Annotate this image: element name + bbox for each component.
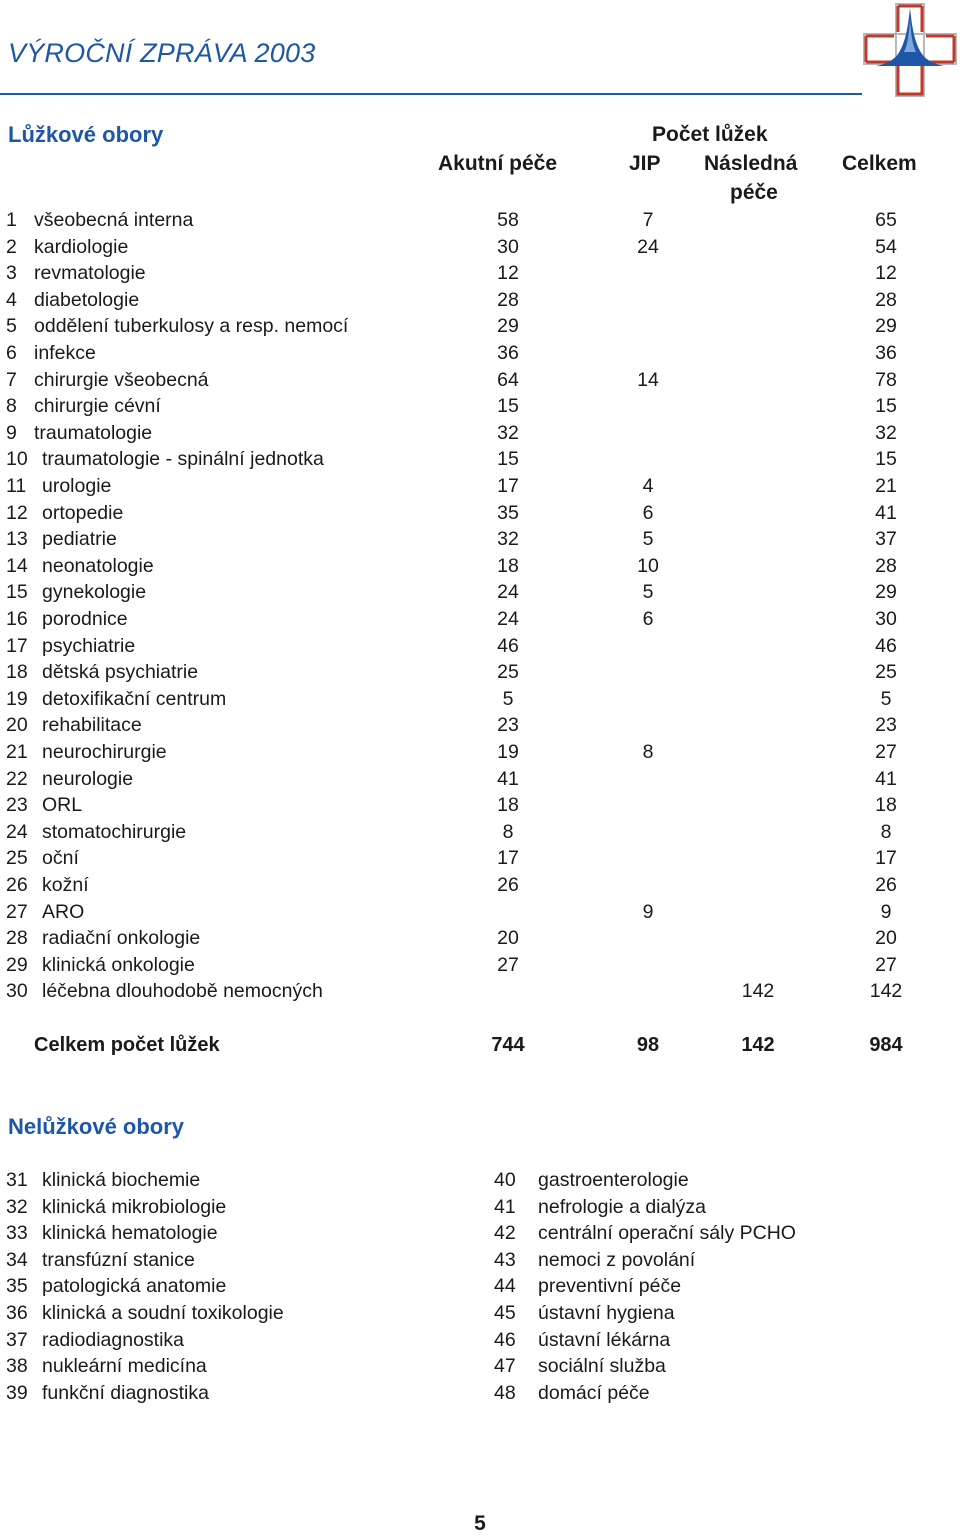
item-name: radiodiagnostika	[42, 1328, 185, 1351]
total-beds: 28	[875, 554, 897, 577]
list-item	[0, 1196, 960, 1223]
total-beds: 18	[875, 794, 897, 817]
acute-beds: 18	[497, 794, 519, 817]
acute-beds: 8	[502, 820, 514, 843]
row-number: 19	[6, 687, 28, 710]
row-number: 22	[6, 767, 28, 790]
item-number: 38	[6, 1355, 28, 1378]
list-item	[0, 1329, 960, 1356]
jip-beds: 10	[637, 554, 659, 577]
row-number: 15	[6, 581, 28, 604]
total-beds: 29	[875, 581, 897, 604]
ward-name: pediatrie	[42, 528, 117, 551]
jip-beds: 4	[642, 475, 654, 497]
table-row	[0, 821, 960, 848]
list-item	[0, 1169, 960, 1196]
item-name: nefrologie a dialýza	[538, 1195, 707, 1218]
item-name: klinická a soudní toxikologie	[42, 1302, 284, 1324]
row-number: 11	[6, 475, 27, 497]
total-beds: 25	[875, 661, 897, 684]
total-jip: 98	[636, 1034, 660, 1056]
item-name: centrální operační sály PCHO	[538, 1222, 796, 1245]
row-number: 28	[6, 927, 28, 950]
ward-name: revmatologie	[34, 262, 146, 285]
ward-name: ortopedie	[42, 501, 124, 524]
table-row	[0, 901, 960, 928]
row-number: 12	[6, 501, 28, 524]
item-number: 42	[494, 1222, 516, 1245]
table-row	[0, 369, 960, 396]
ward-name: všeobecná interna	[34, 209, 194, 231]
table-row	[0, 502, 960, 529]
item-name: funkční diagnostika	[42, 1381, 209, 1404]
table-row	[0, 448, 960, 475]
header-acute-care: Akutní péče	[438, 152, 558, 175]
ward-name: traumatologie	[34, 421, 153, 444]
item-number: 43	[494, 1248, 516, 1271]
nonbed-section-title: Nelůžkové obory	[8, 1114, 185, 1139]
ward-name: radiační onkologie	[42, 927, 201, 950]
table-row	[0, 315, 960, 342]
item-name: gastroenterologie	[538, 1169, 689, 1191]
table-row	[0, 794, 960, 821]
item-number: 35	[6, 1275, 28, 1298]
total-beds: 29	[875, 315, 897, 338]
acute-beds: 28	[497, 288, 519, 311]
acute-beds: 25	[497, 661, 519, 684]
item-number: 39	[6, 1381, 28, 1404]
ward-name: gynekologie	[42, 581, 147, 604]
row-number: 18	[6, 661, 28, 684]
row-number: 2	[6, 235, 17, 258]
total-all: 984	[869, 1034, 903, 1056]
table-row	[0, 236, 960, 263]
item-name: sociální služba	[538, 1355, 666, 1378]
item-number: 33	[6, 1222, 28, 1245]
acute-beds: 20	[497, 927, 519, 950]
table-row	[0, 555, 960, 582]
item-number: 36	[6, 1302, 28, 1324]
header-follow-up-care-line2: péče	[730, 181, 778, 204]
ward-name: traumatologie - spinální jednotka	[42, 448, 324, 471]
ward-name: kožní	[42, 874, 89, 896]
table-row	[0, 608, 960, 635]
row-number: 21	[6, 741, 28, 763]
table-row	[0, 661, 960, 688]
item-name: domácí péče	[538, 1381, 650, 1404]
page-number	[0, 1512, 960, 1536]
total-beds: 54	[875, 235, 897, 258]
total-beds: 20	[875, 927, 897, 950]
total-label: Celkem počet lůžek	[34, 1034, 220, 1056]
jip-beds: 6	[642, 608, 654, 630]
ward-name: porodnice	[42, 608, 128, 630]
item-number: 45	[494, 1302, 516, 1324]
item-name: patologická anatomie	[42, 1275, 227, 1298]
total-beds: 5	[880, 687, 892, 710]
acute-beds: 46	[497, 634, 519, 657]
jip-beds: 9	[642, 900, 654, 923]
row-number: 14	[6, 554, 28, 577]
total-beds: 27	[875, 953, 897, 976]
row-number: 24	[6, 820, 28, 843]
ward-name: neonatologie	[42, 554, 154, 577]
jip-beds: 24	[637, 235, 659, 258]
follow-up-beds: 142	[741, 980, 775, 1003]
total-beds: 65	[875, 209, 897, 231]
table-row	[0, 581, 960, 608]
total-beds: 32	[875, 421, 897, 444]
list-item	[0, 1222, 960, 1249]
ward-name: stomatochirurgie	[42, 820, 187, 843]
acute-beds: 5	[502, 687, 514, 710]
total-beds: 78	[875, 368, 897, 391]
item-name: ústavní lékárna	[538, 1328, 671, 1351]
header-jip: JIP	[629, 152, 661, 175]
hospital-cross-logo-icon	[862, 2, 958, 98]
row-number: 26	[6, 874, 28, 896]
acute-beds: 24	[497, 581, 519, 604]
row-number: 7	[6, 368, 17, 391]
table-row	[0, 688, 960, 715]
total-beds: 15	[875, 448, 897, 471]
acute-beds: 32	[497, 421, 519, 444]
item-name: klinická biochemie	[42, 1169, 201, 1191]
row-number: 10	[6, 448, 28, 471]
ward-name: léčebna dlouhodobě nemocných	[42, 980, 323, 1003]
total-beds: 15	[875, 395, 897, 418]
jip-beds: 7	[642, 209, 654, 231]
ward-name: oddělení tuberkulosy a resp. nemocí	[34, 315, 349, 338]
ward-name: chirurgie cévní	[34, 395, 161, 418]
table-row	[0, 342, 960, 369]
acute-beds: 15	[497, 395, 519, 418]
row-number: 1	[6, 209, 17, 231]
total-beds: 17	[875, 847, 897, 870]
total-beds: 46	[875, 634, 897, 657]
acute-beds: 12	[497, 262, 519, 285]
total-beds: 41	[875, 501, 897, 524]
list-item	[0, 1302, 960, 1329]
total-beds: 9	[880, 900, 892, 923]
list-item	[0, 1275, 960, 1302]
acute-beds: 17	[497, 847, 519, 870]
row-number: 30	[6, 980, 28, 1003]
header-bed-count: Počet lůžek	[652, 123, 768, 146]
table-row	[0, 954, 960, 981]
total-beds: 21	[875, 475, 897, 497]
bed-section-title: Lůžkové obory	[8, 122, 164, 147]
row-number: 6	[6, 342, 17, 364]
row-number: 16	[6, 608, 28, 630]
row-number: 17	[6, 634, 28, 657]
jip-beds: 6	[642, 501, 654, 524]
ward-name: psychiatrie	[42, 634, 136, 657]
table-row	[0, 395, 960, 422]
ward-name: diabetologie	[34, 288, 140, 311]
acute-beds: 26	[497, 874, 519, 896]
item-name: nemoci z povolání	[538, 1248, 696, 1271]
item-number: 37	[6, 1328, 28, 1351]
table-row	[0, 635, 960, 662]
page-header	[0, 0, 960, 100]
ward-name: ORL	[42, 794, 83, 817]
list-item	[0, 1382, 960, 1409]
item-number: 40	[494, 1169, 516, 1191]
row-number: 29	[6, 953, 28, 976]
acute-beds: 15	[497, 448, 519, 471]
item-number: 48	[494, 1381, 516, 1404]
row-number: 27	[6, 900, 28, 923]
item-number: 31	[6, 1169, 28, 1191]
acute-beds: 18	[497, 554, 519, 577]
jip-beds: 5	[642, 528, 654, 551]
item-number: 44	[494, 1275, 516, 1298]
item-name: klinická mikrobiologie	[42, 1195, 227, 1218]
jip-beds: 8	[642, 741, 654, 763]
total-beds: 142	[869, 980, 903, 1003]
row-number: 5	[6, 315, 17, 338]
ward-name: ARO	[42, 900, 85, 923]
item-name: nukleární medicína	[42, 1355, 207, 1378]
item-name: transfúzní stanice	[42, 1248, 195, 1271]
total-beds: 12	[875, 262, 897, 285]
acute-beds: 41	[497, 767, 519, 790]
ward-name: infekce	[34, 342, 96, 364]
total-beds: 23	[875, 714, 897, 737]
item-name: ústavní hygiena	[538, 1302, 675, 1324]
row-number: 4	[6, 288, 17, 311]
item-number: 41	[494, 1195, 516, 1218]
total-acute: 744	[491, 1034, 525, 1056]
acute-beds: 58	[497, 209, 519, 231]
item-name: klinická hematologie	[42, 1222, 218, 1245]
total-beds: 41	[875, 767, 897, 790]
item-number: 32	[6, 1195, 28, 1218]
header-follow-up-care: Následná	[704, 152, 798, 175]
total-beds: 27	[875, 741, 897, 763]
table-row	[0, 768, 960, 795]
acute-beds: 30	[497, 235, 519, 258]
page-number-value: 5	[474, 1512, 486, 1535]
table-row	[0, 714, 960, 741]
table-row	[0, 262, 960, 289]
ward-name: rehabilitace	[42, 714, 142, 737]
total-beds: 28	[875, 288, 897, 311]
acute-beds: 23	[497, 714, 519, 737]
table-row	[0, 422, 960, 449]
list-item	[0, 1355, 960, 1382]
ward-name: klinická onkologie	[42, 953, 195, 976]
table-row	[0, 475, 960, 502]
list-item	[0, 1249, 960, 1276]
total-beds: 8	[880, 820, 892, 843]
table-row	[0, 874, 960, 901]
header-total: Celkem	[842, 152, 917, 175]
jip-beds: 14	[637, 368, 659, 391]
row-number: 20	[6, 714, 28, 737]
ward-name: dětská psychiatrie	[42, 661, 199, 684]
acute-beds: 32	[497, 528, 519, 551]
total-beds: 26	[875, 874, 897, 896]
row-number: 25	[6, 847, 28, 870]
item-number: 34	[6, 1248, 28, 1271]
header-rule	[0, 93, 862, 95]
item-number: 47	[494, 1355, 516, 1378]
item-number: 46	[494, 1328, 516, 1351]
row-number: 13	[6, 528, 28, 551]
acute-beds: 35	[497, 501, 519, 524]
table-row	[0, 927, 960, 954]
ward-name: detoxifikační centrum	[42, 687, 227, 710]
row-number: 8	[6, 395, 17, 418]
table-row	[0, 741, 960, 768]
total-beds: 30	[875, 608, 897, 630]
acute-beds: 17	[497, 475, 519, 497]
acute-beds: 24	[497, 608, 519, 630]
ward-name: chirurgie všeobecná	[34, 368, 209, 391]
acute-beds: 27	[497, 953, 519, 976]
table-row	[0, 289, 960, 316]
ward-name: urologie	[42, 475, 112, 497]
table-row	[0, 980, 960, 1007]
ward-name: oční	[42, 847, 79, 870]
ward-name: neurologie	[42, 767, 134, 790]
ward-name: kardiologie	[34, 235, 129, 258]
acute-beds: 29	[497, 315, 519, 338]
acute-beds: 19	[497, 741, 519, 763]
table-row	[0, 209, 960, 236]
ward-name: neurochirurgie	[42, 741, 167, 763]
total-beds: 36	[875, 342, 897, 364]
acute-beds: 64	[497, 368, 519, 391]
jip-beds: 5	[642, 581, 654, 604]
total-beds: 37	[875, 528, 897, 551]
row-number: 9	[6, 421, 17, 444]
row-number: 3	[6, 262, 17, 285]
item-name: preventivní péče	[538, 1275, 682, 1298]
row-number: 23	[6, 794, 28, 817]
report-title: VÝROČNÍ ZPRÁVA 2003	[8, 38, 316, 68]
acute-beds: 36	[497, 342, 519, 364]
table-row	[0, 847, 960, 874]
total-follow-up: 142	[741, 1034, 775, 1056]
table-row	[0, 528, 960, 555]
